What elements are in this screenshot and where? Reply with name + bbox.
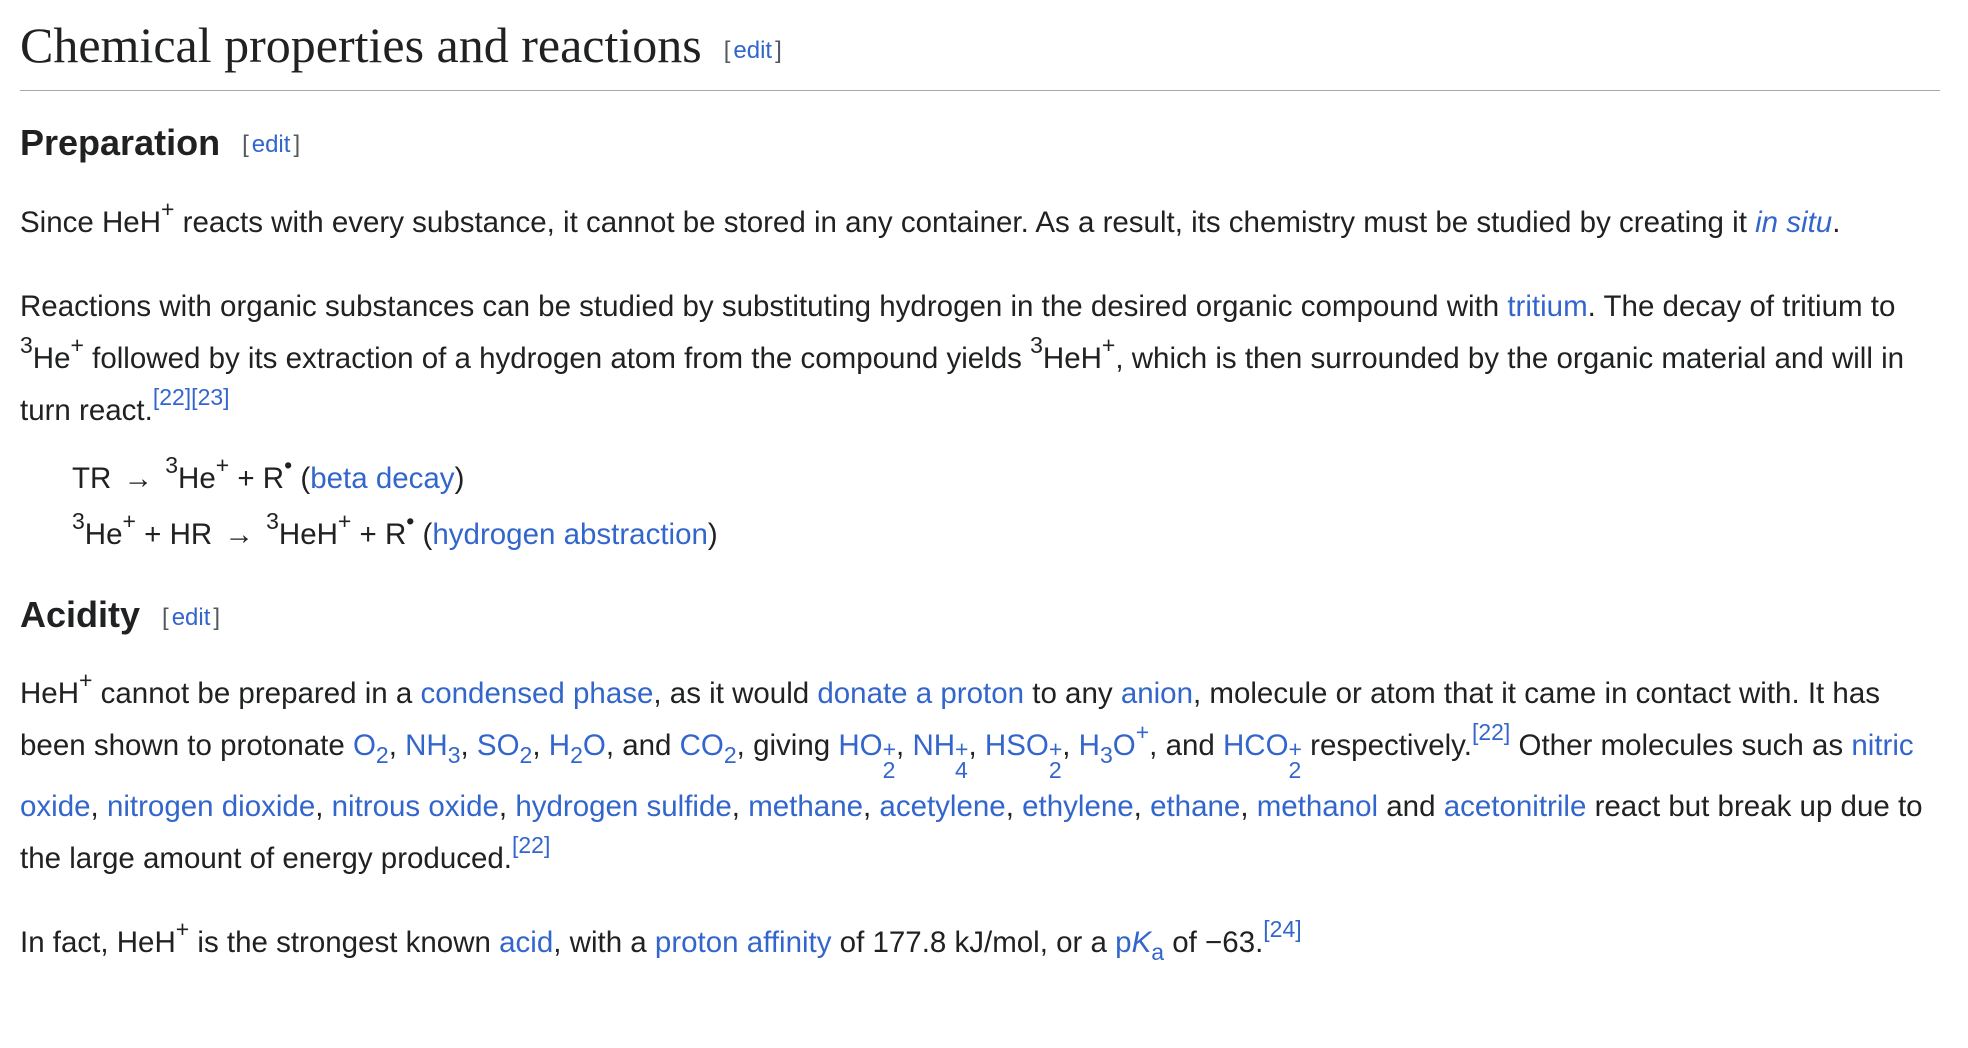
link-acid[interactable]: acid — [499, 925, 554, 959]
reaction-arrow: → — [123, 462, 154, 496]
link-ethylene[interactable]: ethylene — [1022, 789, 1134, 823]
link-ammonia[interactable]: $NH_3$ — [405, 728, 461, 769]
preparation-title: Preparation — [20, 122, 221, 163]
preparation-edit-link: [ edit ] — [242, 131, 301, 159]
acidity-paragraph-1: HeH+ cannot be prepared in a condensed phase, as it would donate a proton to any anion, molecule or atom that it came in contact with. It has been shown to protonate $O_2$, $NH_3$, $SO_2$, $H_2O$, and $CO_2$, giving HO + 2 , NH + 4 , HSO + 2 , $H_3O^+$, and HCO + 2 respectively.[22] Other molecules such as nitric oxide, nitrogen dioxide, nitrous oxide, hydrogen sulfide, methane, acetylene, ethylene, ethane, methanol and acetonitrile react but break up due to the large amount of energy produced.[22] — [20, 667, 1923, 875]
link-hydrogen-abstraction[interactable]: hydrogen abstraction — [432, 518, 708, 552]
preparation-paragraph-2: Reactions with organic substances can be studied by substituting hydrogen in the desired organic compound with tritium. The decay of tritium to $^3$He+ followed by its extraction of a hydrogen atom from the compound yields $^3$HeH+, which is then surrounded by the organic material and will in turn react.[22][23] — [20, 290, 1905, 428]
edit-link[interactable]: edit — [733, 36, 773, 64]
reaction-arrow: → — [224, 518, 254, 552]
link-proton-affinity[interactable]: proton affinity — [654, 925, 832, 959]
link-sulfur-dioxide[interactable]: $SO_2$ — [476, 728, 533, 769]
link-hso2-plus[interactable]: HSO + 2 — [984, 728, 1063, 783]
link-ethane[interactable]: ethane — [1150, 789, 1241, 823]
link-acetylene[interactable]: acetylene — [879, 789, 1006, 823]
link-acetonitrile[interactable]: acetonitrile — [1443, 789, 1587, 823]
link-condensed-phase[interactable]: condensed phase — [420, 676, 654, 710]
section-title: Chemical properties and reactions — [20, 17, 702, 73]
edit-link[interactable]: edit — [171, 603, 211, 631]
preparation-heading — [20, 113, 1940, 175]
link-oxygen[interactable]: $O_2$ — [352, 728, 389, 769]
acidity-edit-link: [ edit ] — [162, 603, 221, 631]
link-carbon-dioxide[interactable]: $CO_2$ — [679, 728, 737, 769]
section-edit-link: [ edit ] — [723, 36, 782, 64]
link-hydronium[interactable]: $H_3O^+$ — [1078, 719, 1150, 769]
link-hco2-plus[interactable]: HCO + 2 — [1222, 728, 1302, 783]
link-ammonium[interactable]: NH + 4 — [912, 728, 969, 783]
link-anion[interactable]: anion — [1120, 676, 1193, 710]
section-heading — [20, 0, 1940, 91]
acidity-title: Acidity — [20, 594, 141, 636]
citation-24[interactable]: [24] — [1263, 915, 1302, 942]
edit-link[interactable]: edit — [251, 131, 291, 159]
link-nitrous-oxide[interactable]: nitrous oxide — [331, 789, 499, 823]
citation-22[interactable]: [22] — [512, 831, 551, 858]
link-nitrogen-dioxide[interactable]: nitrogen dioxide — [106, 789, 316, 823]
link-water[interactable]: $H_2O$ — [548, 728, 606, 769]
link-ho2-plus[interactable]: HO + 2 — [838, 728, 897, 783]
link-nitric-oxide[interactable]: nitric oxide — [20, 728, 1914, 823]
link-beta-decay[interactable]: beta decay — [310, 462, 455, 496]
link-in-situ[interactable]: in situ — [1755, 206, 1833, 240]
link-methane[interactable]: methane — [748, 789, 864, 823]
citation-22[interactable]: [22] — [1471, 719, 1511, 746]
equation-beta-decay: TR → $^3$He+ + R• (beta decay) — [72, 452, 465, 496]
preparation-paragraph-1: Since HeH+ reacts with every substance, it cannot be stored in any container. As a result, its chemistry must be studied by creating it in situ. — [20, 196, 1841, 240]
link-methanol[interactable]: methanol — [1256, 789, 1379, 823]
article-content — [20, 0, 1940, 969]
acidity-heading — [20, 585, 1940, 647]
link-hydrogen-sulfide[interactable]: hydrogen sulfide — [515, 789, 732, 823]
link-donate-a-proton[interactable]: donate a proton — [817, 676, 1025, 710]
link-pka[interactable]: $pK_a$ — [1115, 925, 1165, 965]
equation-hydrogen-abstraction: $^3$He+ + HR → $^3$HeH+ + R• (hydrogen abstraction) — [72, 508, 718, 552]
citation-22-23[interactable]: [22][23] — [152, 384, 230, 411]
acidity-paragraph-2: In fact, HeH+ is the strongest known acid, with a proton affinity of 177.8 kJ/mol, or a $pK_a$ of −63.[24] — [20, 915, 1302, 965]
link-tritium[interactable]: tritium — [1507, 290, 1588, 324]
